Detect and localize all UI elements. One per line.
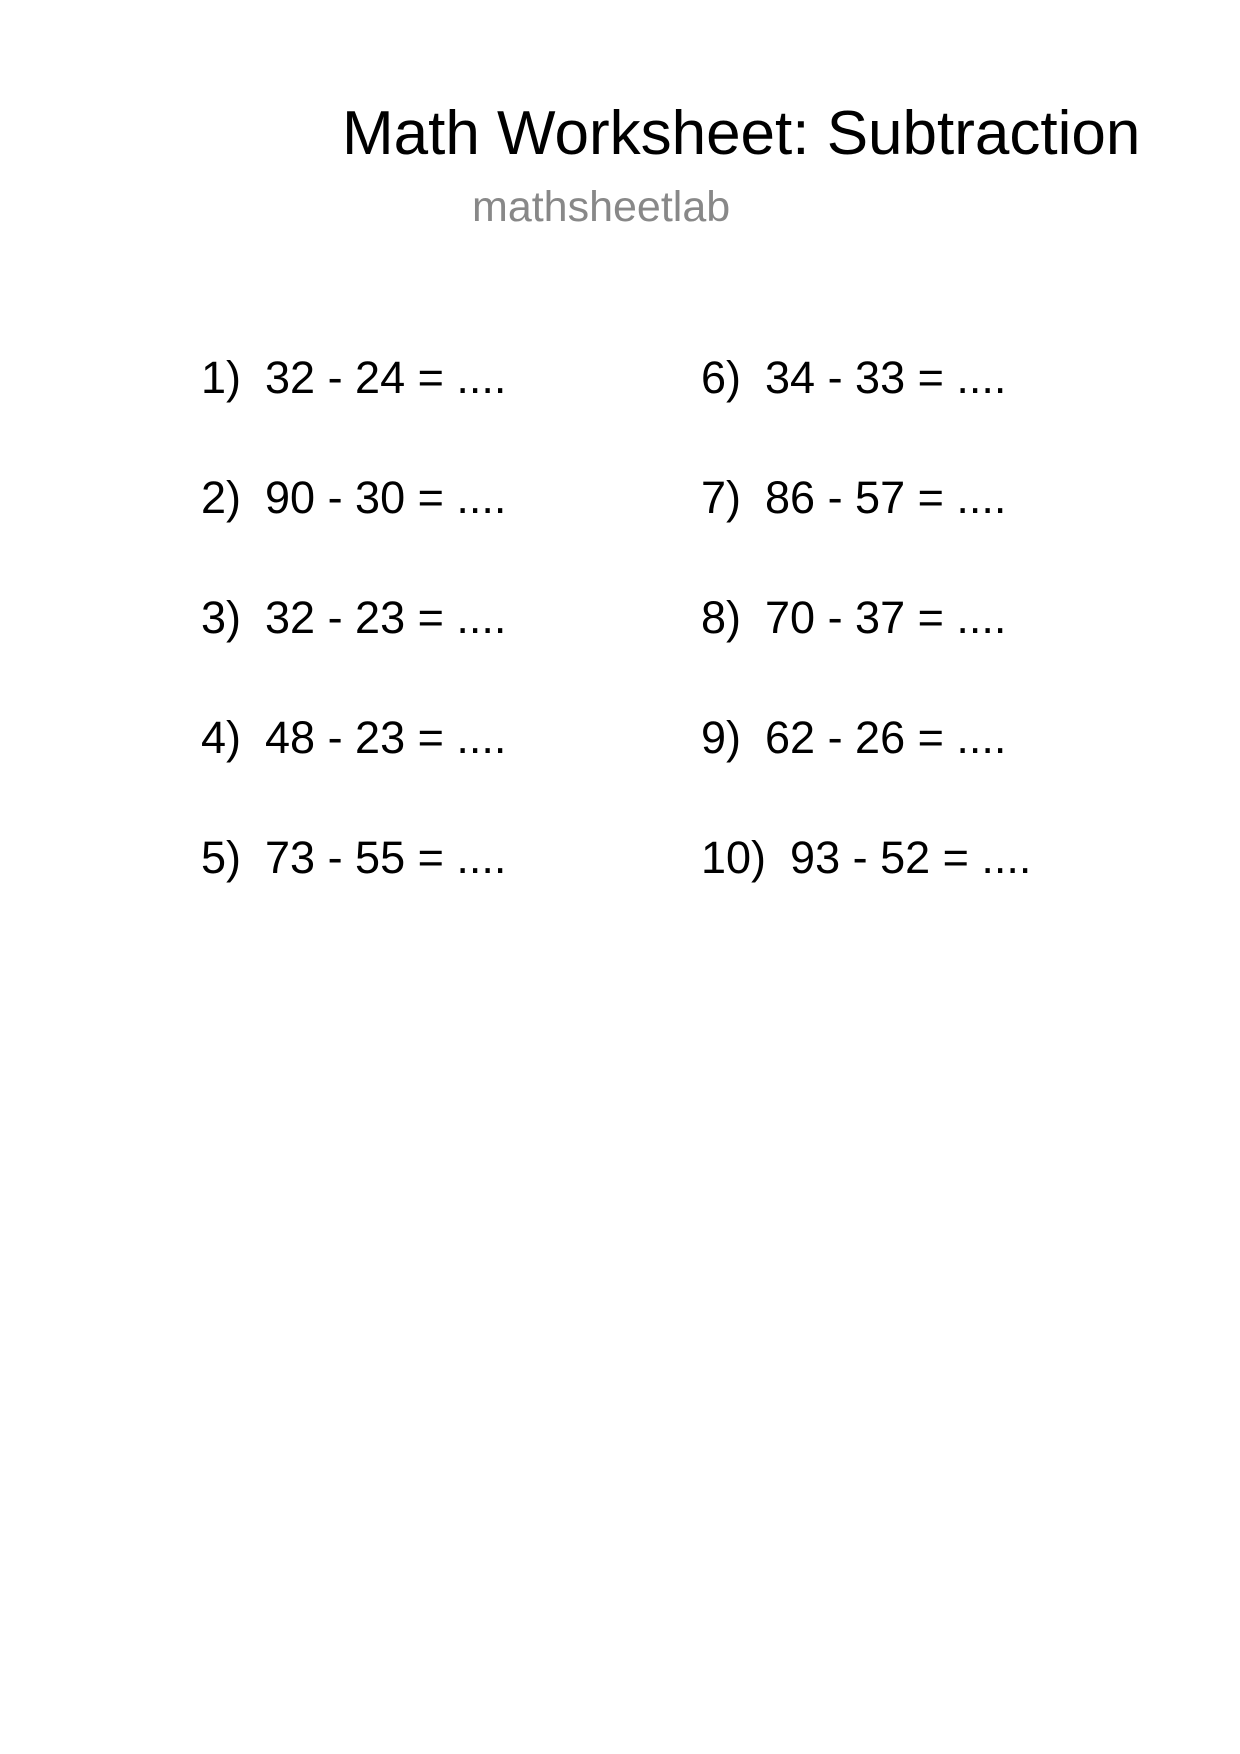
problem-item: [701, 592, 1006, 644]
problem-expression: 62 - 26 = ....: [765, 712, 1007, 763]
problem-number: 1): [201, 352, 242, 403]
worksheet-title: Math Worksheet: Subtraction: [342, 99, 1141, 168]
problem-expression: 48 - 23 = ....: [265, 712, 507, 763]
problem-expression: 93 - 52 = ....: [790, 832, 1032, 883]
problem-item: [201, 712, 506, 764]
problem-number: 7): [701, 472, 742, 523]
problem-expression: 70 - 37 = ....: [765, 592, 1007, 643]
problem-expression: 32 - 24 = ....: [265, 352, 507, 403]
problem-item: [201, 832, 506, 884]
problem-item: [201, 592, 506, 644]
problem-number: 9): [701, 712, 742, 763]
problem-item: [701, 832, 1031, 884]
problem-number: 4): [201, 712, 242, 763]
problem-number: 5): [201, 832, 242, 883]
problem-expression: 86 - 57 = ....: [765, 472, 1007, 523]
problem-expression: 73 - 55 = ....: [265, 832, 507, 883]
problem-expression: 34 - 33 = ....: [765, 352, 1007, 403]
problem-expression: 90 - 30 = ....: [265, 472, 507, 523]
problem-item: [201, 352, 506, 404]
problem-item: [701, 712, 1006, 764]
problem-number: 6): [701, 352, 742, 403]
problem-item: [701, 472, 1006, 524]
problem-expression: 32 - 23 = ....: [265, 592, 507, 643]
problem-item: [701, 352, 1006, 404]
problem-number: 10): [701, 832, 767, 883]
problem-item: [201, 472, 506, 524]
problem-number: 3): [201, 592, 242, 643]
worksheet-subtitle: mathsheetlab: [472, 183, 731, 231]
problem-number: 2): [201, 472, 242, 523]
problem-number: 8): [701, 592, 742, 643]
